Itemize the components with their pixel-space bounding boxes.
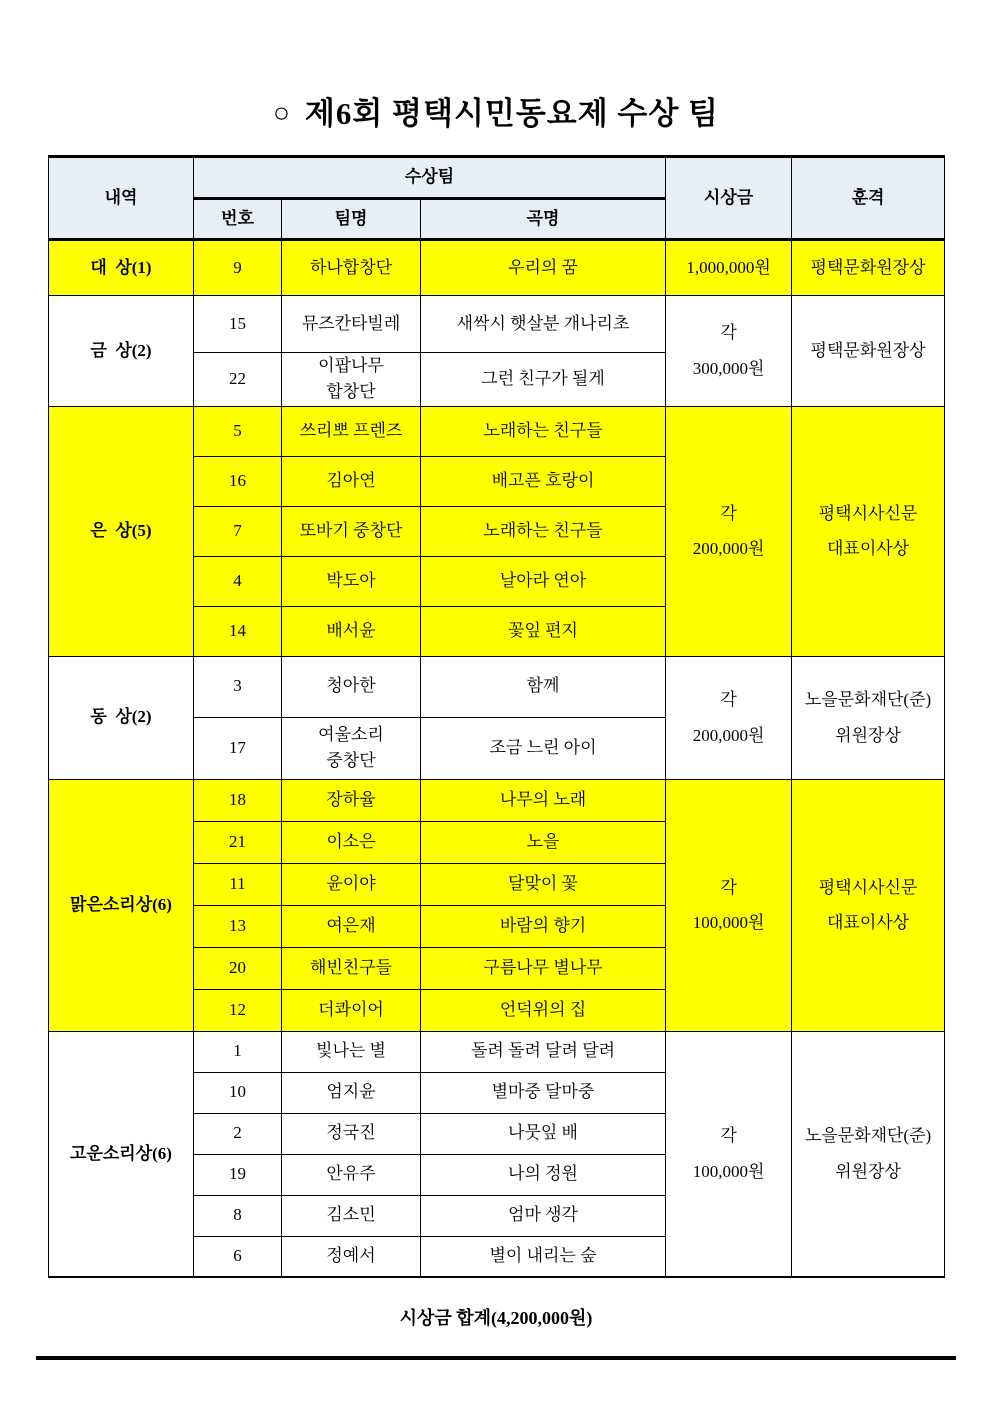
table-row — [49, 656, 945, 717]
team-cell: 여은재 — [282, 905, 421, 947]
number-cell: 18 — [194, 779, 282, 821]
team-cell: 윤이야 — [282, 863, 421, 905]
page-title-text: 제6회 평택시민동요제 수상 팀 — [304, 96, 720, 131]
team-cell: 정예서 — [282, 1236, 421, 1277]
bottom-rule — [36, 1356, 956, 1360]
category-cell: 맑은소리상(6) — [49, 779, 194, 1031]
song-cell: 함께 — [421, 656, 666, 717]
category-cell: 대 상(1) — [49, 240, 194, 296]
prize-line: 각 — [720, 1126, 737, 1146]
prize-cell — [666, 779, 792, 1031]
page-title — [0, 88, 992, 133]
honor-line: 평택시사신문 — [818, 503, 918, 523]
team-cell — [282, 353, 421, 407]
song-cell: 돌려 돌려 달려 달려 — [421, 1031, 666, 1072]
team-cell: 김아연 — [282, 456, 421, 506]
song-cell: 엄마 생각 — [421, 1195, 666, 1236]
song-cell: 언덕위의 집 — [421, 989, 666, 1031]
prize-cell — [666, 1031, 792, 1277]
team-cell: 청아한 — [282, 656, 421, 717]
header-song-title: 곡명 — [421, 199, 666, 240]
song-cell: 노을 — [421, 821, 666, 863]
number-cell: 8 — [194, 1195, 282, 1236]
header-winning-team: 수상팀 — [194, 157, 666, 199]
team-line: 이팝나무 — [318, 356, 384, 375]
song-cell: 나의 정원 — [421, 1154, 666, 1195]
header-prize: 시상금 — [666, 157, 792, 240]
song-cell: 별마중 달마중 — [421, 1072, 666, 1113]
song-cell: 새싹시 햇살분 개나리초 — [421, 296, 666, 353]
header-team-name: 팀명 — [282, 199, 421, 240]
honor-line: 대표이사상 — [826, 539, 910, 559]
song-cell: 우리의 꿈 — [421, 240, 666, 296]
table-row — [49, 779, 945, 821]
team-cell — [282, 717, 421, 779]
honor-line: 노을문화재단(준) — [804, 690, 932, 709]
team-cell: 하나합창단 — [282, 240, 421, 296]
honor-line: 대표이사상 — [826, 913, 910, 933]
category-cell: 은 상(5) — [49, 406, 194, 656]
prize-line: 200,000원 — [692, 725, 765, 745]
header-number: 번호 — [194, 199, 282, 240]
number-cell: 3 — [194, 656, 282, 717]
prize-line: 각 — [720, 690, 737, 709]
song-cell: 날아라 연아 — [421, 556, 666, 606]
team-cell: 뮤즈칸타빌레 — [282, 296, 421, 353]
team-cell: 박도아 — [282, 556, 421, 606]
honor-cell — [792, 1031, 945, 1277]
song-cell: 노래하는 친구들 — [421, 506, 666, 556]
number-cell: 7 — [194, 506, 282, 556]
honor-line: 위원장상 — [835, 1161, 901, 1181]
category-cell: 고운소리상(6) — [49, 1031, 194, 1277]
table-row — [49, 240, 945, 296]
team-cell: 또바기 중창단 — [282, 506, 421, 556]
prize-total-text: 시상금 합계(4,200,000원) — [399, 1308, 593, 1329]
prize-line: 각 — [720, 877, 737, 897]
team-cell: 더콰이어 — [282, 989, 421, 1031]
number-cell: 19 — [194, 1154, 282, 1195]
team-cell: 정국진 — [282, 1113, 421, 1154]
prize-line: 각 — [720, 503, 737, 523]
number-cell: 4 — [194, 556, 282, 606]
table-row — [49, 1031, 945, 1072]
song-cell: 바람의 향기 — [421, 905, 666, 947]
prize-line: 100,000원 — [692, 1161, 765, 1181]
awards-table — [48, 155, 945, 1278]
number-cell: 11 — [194, 863, 282, 905]
honor-cell: 평택문화원장상 — [792, 240, 945, 296]
number-cell: 13 — [194, 905, 282, 947]
number-cell: 22 — [194, 353, 282, 407]
prize-cell — [666, 656, 792, 779]
team-line: 여울소리 — [318, 724, 384, 744]
honor-line: 위원장상 — [835, 725, 901, 745]
number-cell: 15 — [194, 296, 282, 353]
number-cell: 14 — [194, 606, 282, 656]
number-cell: 17 — [194, 717, 282, 779]
song-cell: 꽃잎 편지 — [421, 606, 666, 656]
honor-cell — [792, 406, 945, 656]
prize-line: 300,000원 — [692, 358, 765, 378]
team-cell: 안유주 — [282, 1154, 421, 1195]
honor-cell — [792, 779, 945, 1031]
header-category: 내역 — [49, 157, 194, 240]
song-cell: 별이 내리는 숲 — [421, 1236, 666, 1277]
number-cell: 20 — [194, 947, 282, 989]
team-cell: 빛나는 별 — [282, 1031, 421, 1072]
team-cell: 해빈친구들 — [282, 947, 421, 989]
prize-cell — [666, 406, 792, 656]
team-cell: 이소은 — [282, 821, 421, 863]
table-row — [49, 406, 945, 456]
number-cell: 16 — [194, 456, 282, 506]
prize-cell: 1,000,000원 — [666, 240, 792, 296]
team-line: 중창단 — [326, 751, 376, 771]
category-cell: 동 상(2) — [49, 656, 194, 779]
team-cell: 쓰리뽀 프렌즈 — [282, 406, 421, 456]
number-cell: 5 — [194, 406, 282, 456]
number-cell: 10 — [194, 1072, 282, 1113]
honor-line: 평택시사신문 — [818, 877, 918, 897]
song-cell: 노래하는 친구들 — [421, 406, 666, 456]
number-cell: 12 — [194, 989, 282, 1031]
number-cell: 1 — [194, 1031, 282, 1072]
category-cell: 금 상(2) — [49, 296, 194, 407]
number-cell: 2 — [194, 1113, 282, 1154]
song-cell: 그런 친구가 될게 — [421, 353, 666, 407]
song-cell: 달맞이 꽃 — [421, 863, 666, 905]
honor-cell — [792, 656, 945, 779]
team-line: 합창단 — [326, 382, 376, 402]
team-cell: 김소민 — [282, 1195, 421, 1236]
song-cell: 나뭇잎 배 — [421, 1113, 666, 1154]
song-cell: 나무의 노래 — [421, 779, 666, 821]
song-cell: 구름나무 별나무 — [421, 947, 666, 989]
team-cell: 배서윤 — [282, 606, 421, 656]
song-cell: 배고픈 호랑이 — [421, 456, 666, 506]
number-cell: 6 — [194, 1236, 282, 1277]
table-row — [49, 296, 945, 353]
prize-line: 100,000원 — [692, 913, 765, 933]
number-cell: 21 — [194, 821, 282, 863]
prize-cell — [666, 296, 792, 407]
header-honor: 훈격 — [792, 157, 945, 240]
song-cell: 조금 느린 아이 — [421, 717, 666, 779]
prize-line: 200,000원 — [692, 539, 765, 559]
team-cell: 장하율 — [282, 779, 421, 821]
table-header — [49, 157, 945, 240]
prize-line: 각 — [720, 323, 737, 343]
team-cell: 엄지윤 — [282, 1072, 421, 1113]
honor-line: 노을문화재단(준) — [804, 1126, 932, 1146]
circle-bullet-icon: ○ — [272, 98, 291, 129]
honor-cell: 평택문화원장상 — [792, 296, 945, 407]
number-cell: 9 — [194, 240, 282, 296]
